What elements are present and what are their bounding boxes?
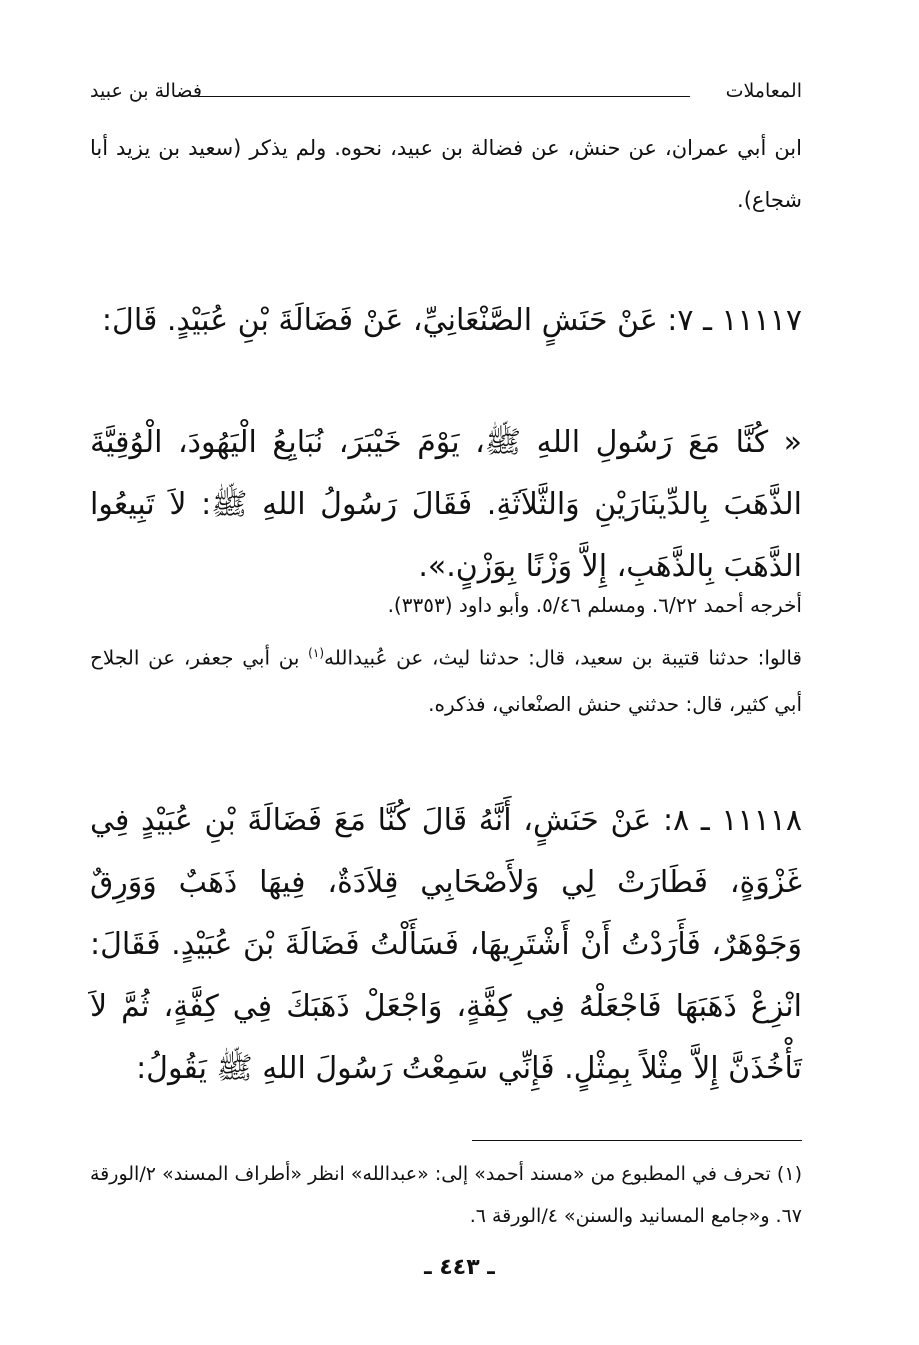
header-section-title: المعاملات: [725, 80, 802, 102]
isnad-text-end: بن أبي جعفر، عن الجلاح أبي كثير، قال: حدثني حنش الصنْعاني، فذكره.: [90, 645, 802, 716]
hadith-heading-11117: ١١١١٧ ـ ٧: عَنْ حَنَشٍ الصَّنْعَانِيِّ، عَنْ فَضَالَةَ بْنِ عُبَيْدٍ. قَالَ:: [101, 303, 802, 338]
running-header: [90, 80, 802, 110]
page-number: ـ ٤٤٣ ـ: [424, 1255, 495, 1280]
hadith-text-11118: ١١١١٨ ـ ٨: عَنْ حَنَشٍ، أَنَّهُ قَالَ كُنَّا مَعَ فَضَالَةَ بْنِ عُبَيْدٍ فِي غَزْوَةٍ، فَطَارَتْ لِي وَلأَصْحَابِي قِلاَدَةٌ، فِيهَا ذَهَبٌ وَوَرِقٌ وَجَوْهَرٌ، فَأَرَدْتُ أَنْ أَشْتَرِيهَا، فَسَأَلْتُ فَضَالَةَ بْنَ عُبَيْدٍ. فَقَالَ: انْزِعْ ذَهَبَهَا فَاجْعَلْهُ فِي كِفَّةٍ، وَاجْعَلْ ذَهَبَكَ فِي كِفَّةٍ، ثُمَّ لاَ تَأْخُذَنَّ إِلاَّ مِثْلاً بِمِثْلٍ. فَإِنِّي سَمِعْتُ رَسُولَ اللهِ ﷺ يَقُولُ:: [90, 803, 802, 1086]
footnote-marker: (١): [308, 646, 324, 660]
isnad-paragraph: [90, 630, 802, 727]
footnote-separator: [472, 1140, 802, 1141]
intro-paragraph: ابن أبي عمران، عن حنش، عن فضالة بن عبيد، نحوه. ولم يذكر (سعيد بن يزيد أبا شجاع).: [90, 136, 802, 212]
header-rule: [198, 96, 690, 97]
header-narrator-title: فضالة بن عبيد: [90, 80, 202, 102]
footnote-1: (١) تحرف في المطبوع من «مسند أحمد» إلى: «عبدالله» انظر «أطراف المسند» ٢/الورقة ٦٧. و«جامع المسانيد والسنن» ٤/الورقة ٦.: [90, 1163, 802, 1227]
hadith-matn-11117: « كُنَّا مَعَ رَسُولِ اللهِ ﷺ، يَوْمَ خَيْبَرَ، نُبَايِعُ الْيَهُودَ، الْوُقِيَّةَ الذَّهَبَ بِالدِّينَارَيْنِ وَالثَّلاَثَةِ. فَقَالَ رَسُولُ اللهِ ﷺ: لاَ تَبِيعُوا الذَّهَبَ بِالذَّهَبِ، إِلاَّ وَزْنًا بِوَزْنٍ.».: [90, 425, 802, 584]
isnad-text-start: قالوا: حدثنا قتيبة بن سعيد، قال: حدثنا ليث، عن عُبيدالله: [324, 645, 802, 670]
takhrij-line: أخرجه أحمد ٦/٢٢. ومسلم ٥/٤٦. وأبو داود (٣٣٥٣).: [387, 593, 802, 617]
